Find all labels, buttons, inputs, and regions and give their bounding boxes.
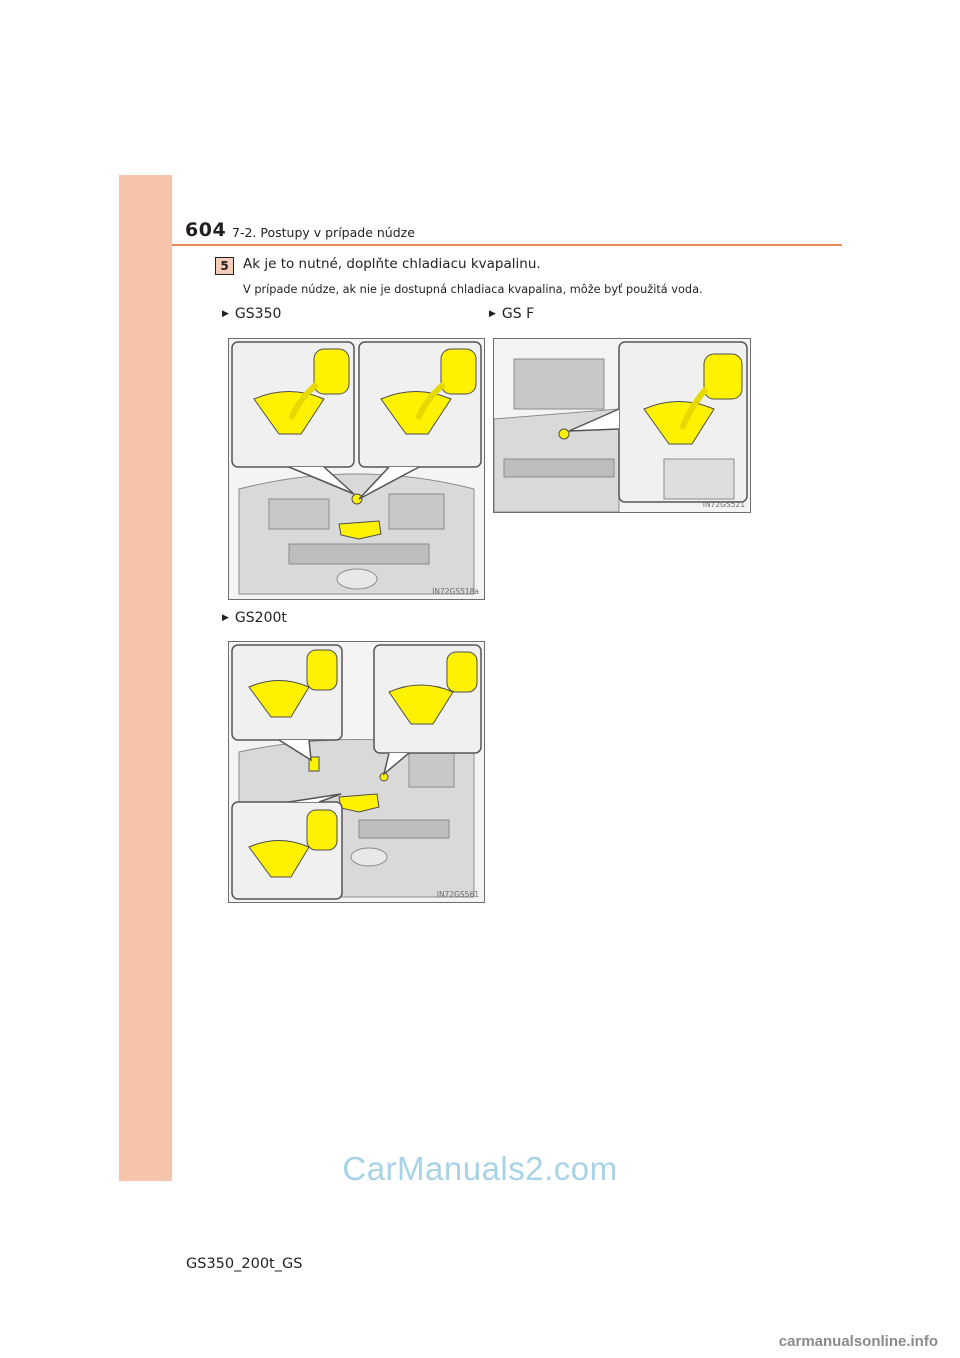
section-title: 7-2. Postupy v prípade núdze (232, 225, 415, 240)
variant-label: GS200t (234, 610, 287, 626)
variant-heading-gsf (489, 306, 534, 322)
variant-label: GS350 (234, 306, 282, 322)
header-rule (172, 244, 842, 246)
engine-bay-illustration (229, 642, 484, 902)
variant-label: GS F (501, 306, 535, 322)
variant-heading-gs350 (222, 306, 281, 322)
step-instruction: Ak je to nutné, doplňte chladiacu kvapalinu. (243, 256, 541, 272)
side-margin-band (119, 175, 172, 1181)
step-note: V prípade núdze, ak nie je dostupná chladiaca kvapalina, môže byť použitá voda. (243, 283, 703, 296)
footer-model-code: GS350_200t_GS (186, 1256, 303, 1272)
site-watermark: carmanualsonline.info (778, 1333, 938, 1350)
step-number-badge: 5 (215, 257, 234, 275)
engine-bay-illustration (494, 339, 750, 512)
watermark-text: CarManuals2.com (342, 1150, 618, 1187)
figure-code: IN72GS518a (432, 587, 479, 596)
triangle-marker-icon: ▶ (489, 309, 496, 319)
triangle-marker-icon: ▶ (222, 613, 229, 623)
figure-gsf (493, 338, 751, 513)
page-number: 604 (185, 219, 227, 241)
triangle-marker-icon: ▶ (222, 309, 229, 319)
figure-gs200t (228, 641, 485, 903)
engine-bay-illustration (229, 339, 484, 599)
figure-code: IN72GS521 (702, 500, 745, 509)
variant-heading-gs200t (222, 610, 287, 626)
figure-code: IN72GS561 (436, 890, 479, 899)
figure-gs350 (228, 338, 485, 600)
